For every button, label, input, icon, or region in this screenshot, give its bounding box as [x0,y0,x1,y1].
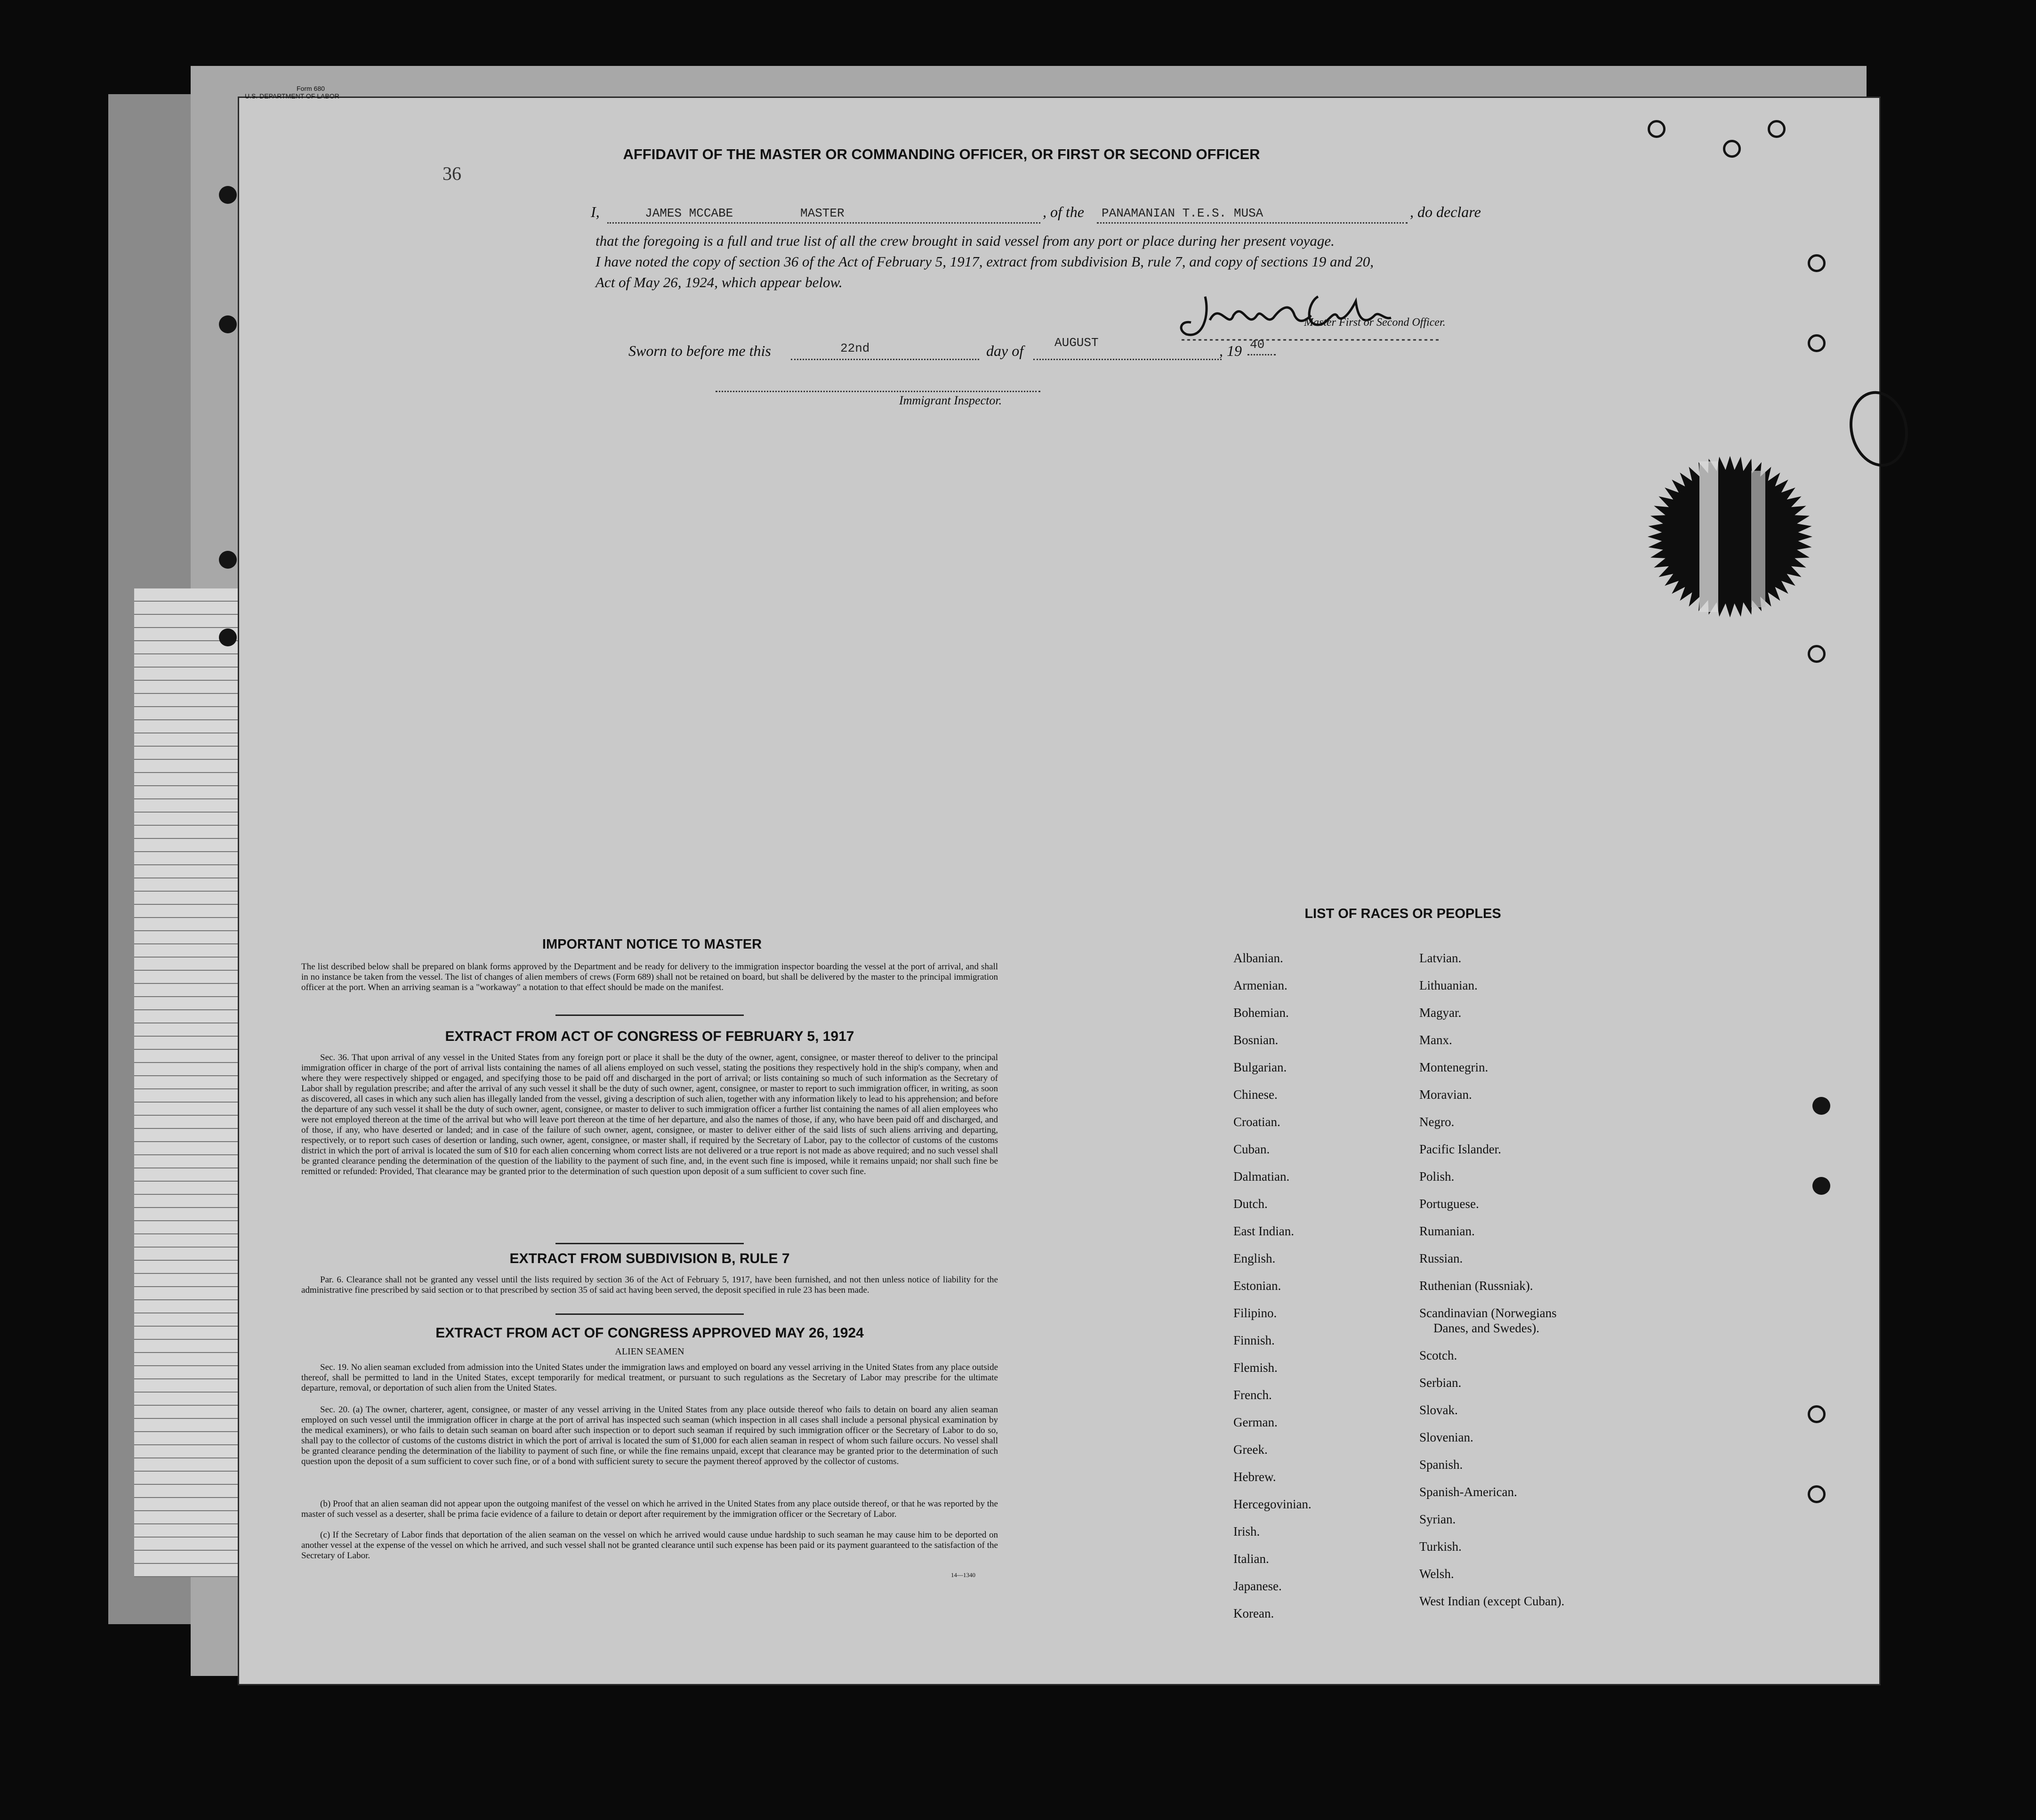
notice-title: IMPORTANT NOTICE TO MASTER [542,937,762,952]
races-title: LIST OF RACES OR PEOPLES [1304,906,1501,921]
race-item: Manx. [1419,1033,1452,1047]
race-item: Russian. [1419,1251,1463,1265]
race-item: Greek. [1233,1442,1268,1457]
race-item: Slovenian. [1419,1430,1473,1444]
races-column-2 [1419,951,1564,1621]
punch-hole [1723,140,1741,158]
race-item: Filipino. [1233,1306,1277,1320]
race-item: Magyar. [1419,1006,1462,1020]
ruled-paper-left [134,588,242,1577]
race-item: Serbian. [1419,1376,1462,1390]
race-item: Syrian. [1419,1512,1456,1526]
rule-7-body: Par. 6. Clearance shall not be granted any vessel until the lists required by section 36 of the Act of February 5, 1917, have been furnished, and not then unless notice of liability for the administrative fine prescribed by said section or to that prescribed by section 35 of said act having been served, the deposit specified in rule 23 has been made. [301,1275,998,1295]
affidavit-line-2: that the foregoing is a full and true list of all the crew brought in said vessel from any port or place during her present voyage. [596,233,1335,249]
punch-hole [1812,1177,1830,1195]
department-label: U.S. DEPARTMENT OF LABOR [245,92,339,100]
punch-hole [1812,1097,1830,1115]
sworn-month-line [1033,359,1222,360]
race-item: Italian. [1233,1552,1269,1566]
race-item: East Indian. [1233,1224,1294,1238]
races-column-1 [1233,951,1312,1634]
race-item: Scotch. [1419,1348,1457,1362]
race-item: Turkish. [1419,1539,1462,1554]
year-suffix: 40 [1250,338,1265,352]
affidavit-title: AFFIDAVIT OF THE MASTER OR COMMANDING OFFICER, OR FIRST OR SECOND OFFICER [623,146,1260,162]
race-item: Montenegrin. [1419,1060,1489,1074]
punch-hole [1808,1405,1826,1423]
race-item: Flemish. [1233,1361,1278,1375]
sworn-label: Sworn to before me this [628,342,771,359]
sworn-day: 22nd [840,341,870,355]
race-item: Negro. [1419,1115,1455,1129]
rule-7-title: EXTRACT FROM SUBDIVISION B, RULE 7 [509,1251,790,1266]
race-item: Albanian. [1233,951,1283,965]
race-item: Cuban. [1233,1142,1270,1156]
race-item: Bulgarian. [1233,1060,1287,1074]
race-item: Hebrew. [1233,1470,1276,1484]
form-number-label [245,85,339,100]
race-item: Armenian. [1233,978,1288,992]
vessel-line [1097,222,1408,224]
race-item: Welsh. [1419,1567,1454,1581]
divider [555,1015,744,1016]
divider [555,1243,744,1244]
page-number: 36 [443,163,461,184]
race-item: Hercegovinian. [1233,1497,1312,1511]
notice-body: The list described below shall be prepared on blank forms approved by the Department and be ready for delivery to the immigration inspector boarding the vessel at the port of arrival, and shall in no instance be taken from the vessel. The list of changes of alien members of crews (Form 689) shall not be retained on board, but shall be delivered by the master to the principal immigration officer at the port. When an arriving seaman is a "workaway" a notation to that effect should be made on the manifest. [301,962,998,992]
section-20c-text: (c) If the Secretary of Labor finds that deportation of the alien seaman on the vessel on which he arrived would cause undue hardship to such seaman he may cause him to be deported on another vessel at the expense of the vessel on which he arrived, and such vessel shall not be granted clearance until such expense has been paid or its payment guaranteed to the satisfaction of the Secretary of Labor. [301,1530,998,1561]
alien-seamen-subtitle: ALIEN SEAMEN [615,1346,684,1357]
vessel-name: PANAMANIAN T.E.S. MUSA [1102,206,1263,220]
race-item-continuation: Danes, and Swedes). [1433,1321,1539,1335]
race-item: Finnish. [1233,1333,1275,1347]
punch-hole [219,551,237,569]
race-item: Pacific Islander. [1419,1142,1501,1156]
master-name: JAMES MCCABE [645,206,733,220]
punch-hole [219,628,237,646]
sworn-day-line [791,359,979,360]
inspector-line [716,391,1040,392]
race-item: Croatian. [1233,1115,1280,1129]
race-item: Bosnian. [1233,1033,1279,1047]
punch-hole [1808,254,1826,272]
race-item: Rumanian. [1419,1224,1475,1238]
race-item: Irish. [1233,1524,1260,1538]
race-item: Scandinavian (Norwegians [1419,1306,1557,1320]
race-item: Portuguese. [1419,1197,1479,1211]
master-signature [1177,282,1440,348]
day-of-label: day of [986,342,1024,359]
race-item: Lithuanian. [1419,978,1478,992]
punch-hole [1808,1485,1826,1503]
race-item: Slovak. [1419,1403,1458,1417]
race-item: French. [1233,1388,1272,1402]
section-19-text: Sec. 19. No alien seaman excluded from admission into the United States under the immigration laws and employed on board any vessel arriving in the United States from any place outside thereof, shall be permitted to land in the United States, except temporarily for medical treatment, or pursuant to such regulations as the Secretary of Labor may prescribe for the ultimate departure, removal, or deportation of such alien from the United States. [301,1362,998,1393]
print-code: 14—1340 [951,1571,975,1578]
section-20a-text: Sec. 20. (a) The owner, charterer, agent, consignee, or master of any vessel arriving in the United States from any place outside thereof who fails to detain on board any alien seaman employed on such vessel until the immigration officer in charge at the port of arrival has inspected such seaman (which inspection in all cases shall include a personal physical examination by the medical examiners), or who fails to detain such seaman on board after such inspection or to deport such seaman if required by such immigration officer or the Secretary of Labor to do so, shall pay to the collector of customs of the customs district in which the port of arrival is located the sum of $1,000 for each alien seaman in respect of whom such failure occurs. No vessel shall be granted clearance pending the determination of the liability to payment of such fine, or while the fine remains unpaid, except that clearance may be granted prior to the determination of such question upon the deposit of a sum sufficient to cover such fine, or of a bond with sufficient surety to secure the payment thereof approved by the collector of customs. [301,1405,998,1466]
sworn-month: AUGUST [1054,336,1099,350]
race-item: West Indian (except Cuban). [1419,1594,1565,1608]
race-item: Ruthenian (Russniak). [1419,1279,1533,1293]
race-item: Estonian. [1233,1279,1281,1293]
race-item: Japanese. [1233,1579,1282,1593]
race-item: Chinese. [1233,1087,1278,1102]
do-declare-label: , do declare [1410,203,1481,220]
of-the-label: , of the [1043,203,1084,220]
affidavit-line-3: I have noted the copy of section 36 of the Act of February 5, 1917, extract from subdivision B, rule 7, and copy of sections 19 and 20, [596,253,1374,270]
affidavit-i-label: I, [591,203,600,220]
inspector-caption: Immigrant Inspector. [899,394,1002,407]
race-item: Spanish-American. [1419,1485,1517,1499]
punch-hole [219,186,237,204]
year-line [1247,354,1276,355]
affidavit-line-4: Act of May 26, 1924, which appear below. [596,274,843,290]
extract-1917-body: Sec. 36. That upon arrival of any vessel in the United States from any foreign port or place it shall be the duty of the owner, agent, consignee, or master thereof to deliver to the principal immigration officer in charge of the port of arrival lists containing the names of all aliens employed on such vessel, stating the positions they respectively hold in the ship's company, when and where they were respectively shipped or engaged, and specifying those to be paid off and discharged in the port of arrival; or lists containing so much of such information as the Secretary of Labor shall by regulation prescribe; and after the arrival of any such vessel it shall be the duty of such owner, agent, consignee, or master to report to such immigration officer, in writing, as soon as discovered, all cases in which any such alien has illegally landed from the vessel, giving a description of such alien, together with any information likely to lead to his apprehension; and before the departure of any such vessel it shall be the duty of such owner, agent, consignee, or master to deliver to such immigration officer a further list containing the names of all alien employees who were not employed thereon at the time of the arrival but who will leave port thereon at the time of her departure, and also the names of those, if any, who have been paid off and discharged, and of those, if any, who have deserted or landed; and in case of the failure of such owner, agent, consignee, or master to deliver either of the said lists of such aliens arriving and departing, respectively, or to report such cases of desertion or landing, such owner, agent, consignee, or master shall, if required by the Secretary of Labor, pay to the collector of customs of the customs district in which the port of arrival is located the sum of $10 for each alien concerning whom correct lists are not delivered or a true report is not made as above required; and no such vessel shall be granted clearance pending the determination of the question of the liability to the payment of such fine, and, in the event such fine is imposed, while it remains unpaid; nor shall such fine be remitted or refunded: Provided, That clearance may be granted prior to the determination of such question upon deposit of a sum sufficient to cover such fine. [301,1053,998,1176]
race-item: Latvian. [1419,951,1462,965]
punch-hole [1648,120,1666,138]
race-item: Dalmatian. [1233,1169,1290,1184]
race-item: Dutch. [1233,1197,1268,1211]
signature-caption: Master First or Second Officer. [1304,316,1446,329]
race-item: Spanish. [1419,1458,1463,1472]
name-line [607,222,1040,224]
race-item: German. [1233,1415,1278,1429]
official-seal [1643,452,1817,621]
extract-1917-title: EXTRACT FROM ACT OF CONGRESS OF FEBRUARY 5, 1917 [445,1029,854,1044]
race-item: Bohemian. [1233,1006,1289,1020]
punch-hole [219,315,237,333]
master-rank: MASTER [800,206,845,220]
race-item: English. [1233,1251,1276,1265]
punch-hole [1768,120,1786,138]
section-20b-text: (b) Proof that an alien seaman did not appear upon the outgoing manifest of the vessel on which he arrived in the United States from any place outside thereof, or that he was reported by the master of such vessel as a deserter, shall be prima facie evidence of a failure to detain or deport after requirement by the immigration officer or the Secretary of Labor. [301,1499,998,1519]
form-number: Form 680 [297,85,325,92]
race-item: Polish. [1419,1169,1455,1184]
divider [555,1313,744,1315]
race-item: Korean. [1233,1606,1274,1620]
year-prefix: , 19 [1219,342,1242,359]
extract-1924-title: EXTRACT FROM ACT OF CONGRESS APPROVED MAY 26, 1924 [435,1325,864,1341]
race-item: Moravian. [1419,1087,1472,1102]
punch-hole [1808,334,1826,352]
punch-hole [1808,645,1826,663]
